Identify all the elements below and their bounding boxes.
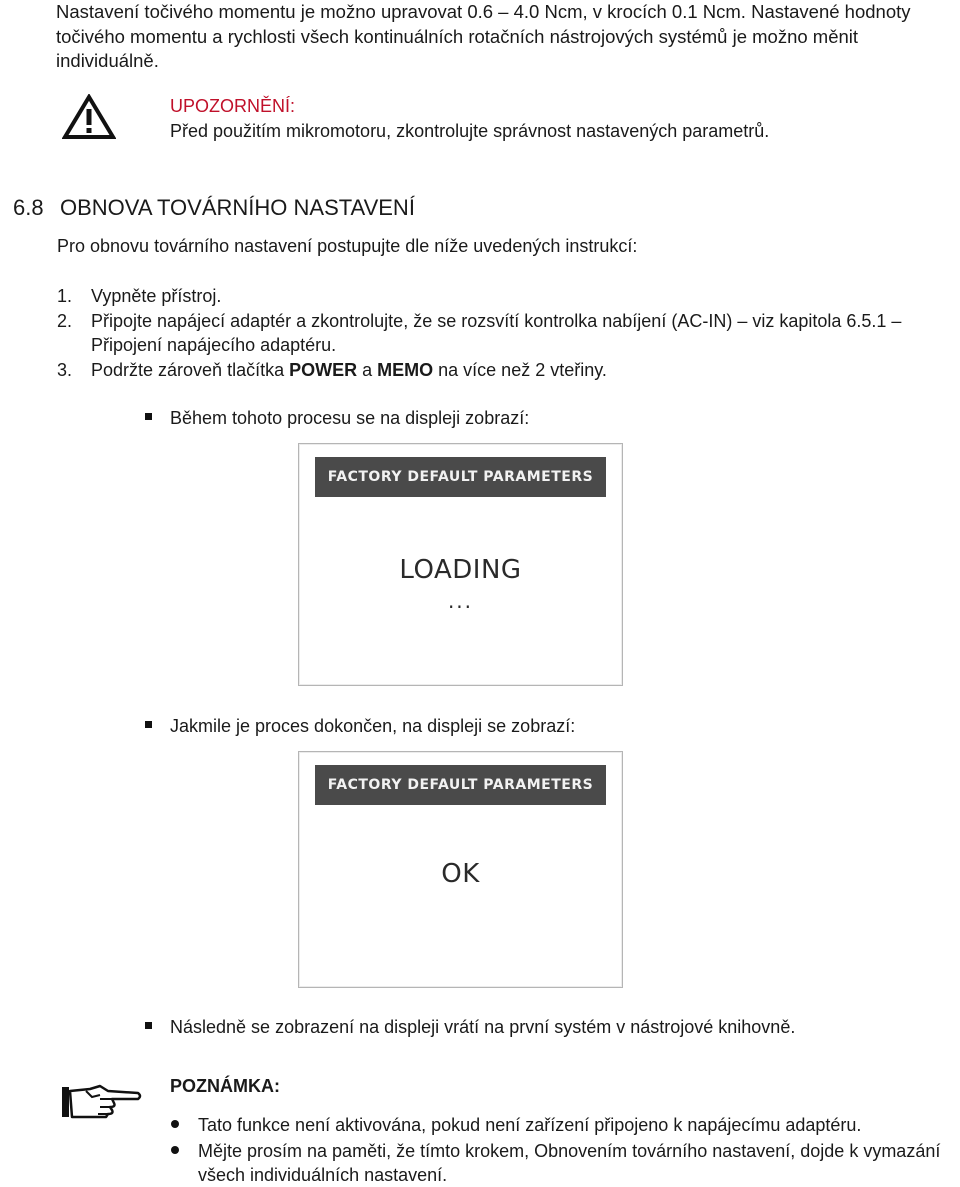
screen-status: LOADING bbox=[399, 555, 522, 585]
round-bullet-icon bbox=[171, 1120, 179, 1128]
step-number: 1. bbox=[57, 286, 73, 306]
memo-button-label: MEMO bbox=[377, 360, 434, 380]
step-text: Připojte napájecí adaptér a zkontrolujte, že se rozsvítí kontrolka nabíjení (AC-IN) – viz kapitola 6.5.1 – Připojení napájecího adaptéru. bbox=[91, 311, 902, 355]
display-screen-ok bbox=[298, 751, 623, 988]
section-intro: Pro obnovu továrního nastavení postupujte dle níže uvedených instrukcí: bbox=[57, 236, 638, 256]
step-text: Podržte zároveň tlačítka POWER a MEMO na více než 2 vteřiny. bbox=[91, 360, 607, 380]
screen-header: FACTORY DEFAULT PARAMETERS bbox=[315, 457, 606, 497]
square-bullet-icon bbox=[145, 721, 152, 728]
intro-paragraph: Nastavení točivého momentu je možno upravovat 0.6 – 4.0 Ncm, v krocích 0.1 Ncm. Nastavené hodnoty točivého momentu a rychlosti všech kontinuálních rotačních nástrojových systémů je možno měnit individuálně. bbox=[56, 1, 911, 71]
screen-header: FACTORY DEFAULT PARAMETERS bbox=[315, 765, 606, 805]
note-item: Tato funkce není aktivována, pokud není zařízení připojeno k napájecímu adaptéru. bbox=[198, 1115, 862, 1135]
note-item: Mějte prosím na paměti, že tímto krokem, Obnovením továrního nastavení, dojde k vymazání všech individuálních nastavení. bbox=[198, 1141, 941, 1185]
warning-triangle-icon bbox=[62, 94, 116, 140]
display-screen-loading bbox=[298, 443, 623, 686]
screen-status: OK bbox=[441, 859, 480, 889]
pointing-hand-icon bbox=[60, 1083, 142, 1121]
step-number: 3. bbox=[57, 360, 73, 380]
bullet-text: Jakmile je proces dokončen, na displeji se zobrazí: bbox=[170, 716, 576, 736]
bullet-text: Během tohoto procesu se na displeji zobrazí: bbox=[170, 408, 530, 428]
step-text: Vypněte přístroj. bbox=[91, 286, 222, 306]
round-bullet-icon bbox=[171, 1146, 179, 1154]
bullet-text: Následně se zobrazení na displeji vrátí na první systém v nástrojové knihovně. bbox=[170, 1017, 796, 1037]
square-bullet-icon bbox=[145, 413, 152, 420]
section-title: OBNOVA TOVÁRNÍHO NASTAVENÍ bbox=[60, 195, 415, 220]
square-bullet-icon bbox=[145, 1022, 152, 1029]
note-title: POZNÁMKA: bbox=[170, 1076, 280, 1096]
warning-text: Před použitím mikromotoru, zkontrolujte správnost nastavených parametrů. bbox=[170, 121, 770, 141]
warning-title: UPOZORNĚNÍ: bbox=[170, 96, 296, 116]
screen-dots: ... bbox=[447, 589, 474, 613]
power-button-label: POWER bbox=[289, 360, 358, 380]
section-number: 6.8 bbox=[13, 195, 44, 220]
step-number: 2. bbox=[57, 311, 73, 331]
